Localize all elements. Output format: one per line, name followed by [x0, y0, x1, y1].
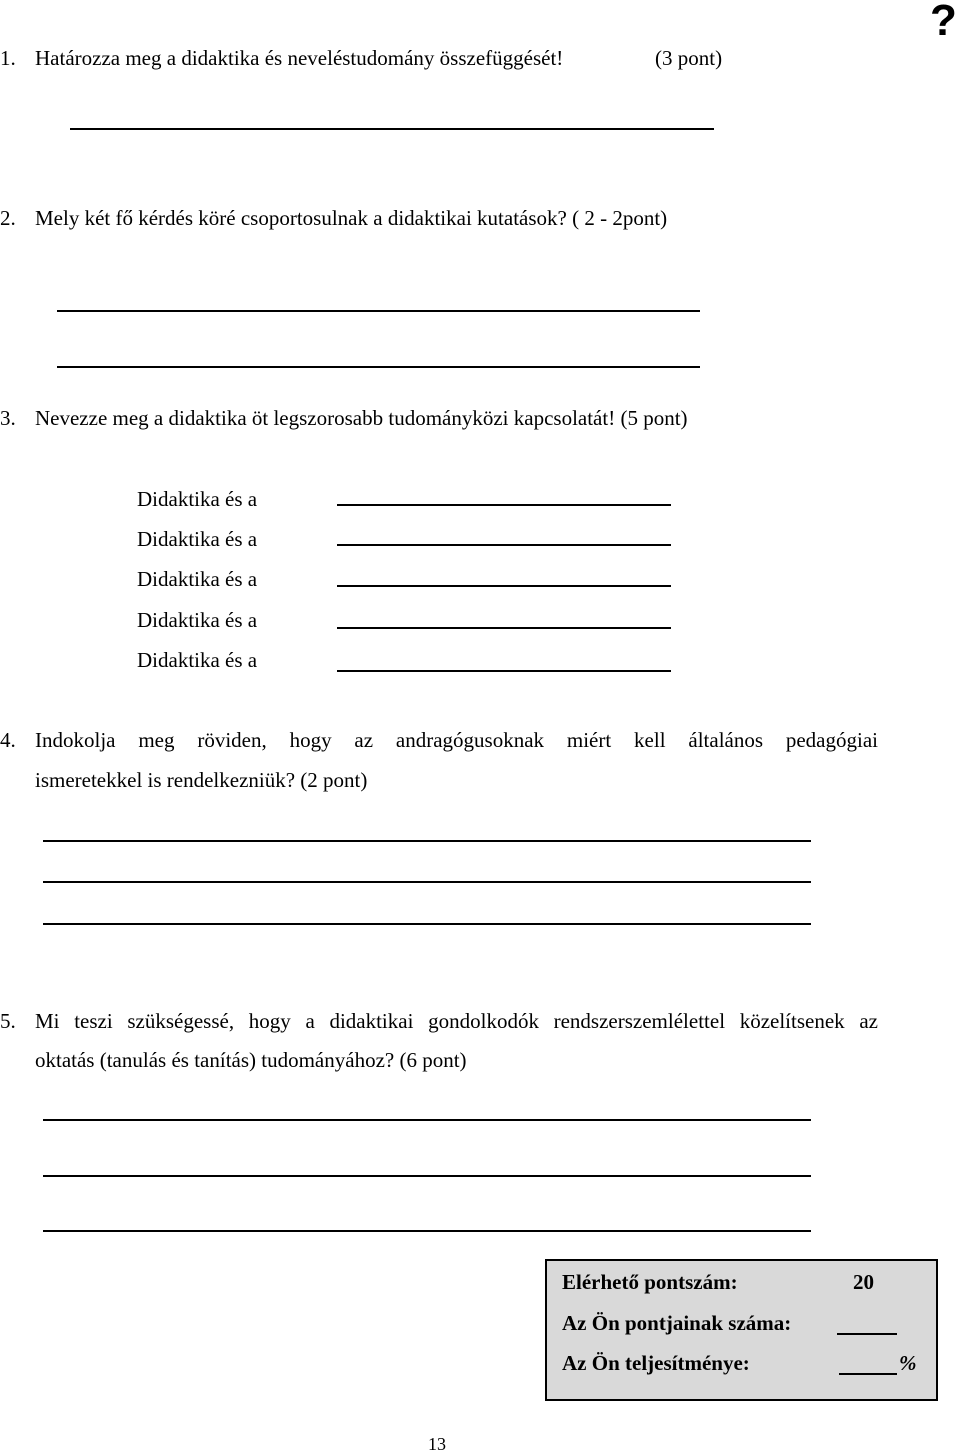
q4-answer-line-3[interactable]	[43, 923, 811, 925]
q3-item-answer-line[interactable]	[337, 627, 671, 629]
q3-item-label: Didaktika és a	[137, 608, 258, 632]
q1-answer-line[interactable]	[70, 128, 714, 130]
q2-text: Mely két fő kérdés köré csoportosulnak a didaktikai kutatások? ( 2 - 2pont)	[35, 206, 668, 230]
q5-number: 5.	[0, 1009, 16, 1033]
q2-answer-line-2[interactable]	[57, 366, 700, 368]
q5-answer-line-1[interactable]	[43, 1119, 811, 1121]
q3-item-label: Didaktika és a	[137, 487, 258, 511]
q2-number: 2.	[0, 206, 16, 230]
page-number: 13	[428, 1434, 446, 1454]
q1-points: (3 pont)	[655, 46, 723, 70]
question-mark-icon: ?	[930, 0, 957, 45]
q1-text: Határozza meg a didaktika és neveléstudomány összefüggését!	[35, 46, 564, 70]
q4-number: 4.	[0, 728, 16, 752]
q3-item-label: Didaktika és a	[137, 648, 258, 672]
max-points-label: Elérhető pontszám:	[562, 1270, 738, 1294]
q3-item-answer-line[interactable]	[337, 504, 671, 506]
q5-answer-line-2[interactable]	[43, 1175, 811, 1177]
q4-text-line-1: Indokolja meg röviden, hogy az andragógusoknak miért kell általános pedagógiai	[35, 728, 878, 752]
q4-answer-line-1[interactable]	[43, 840, 811, 842]
q3-item-label: Didaktika és a	[137, 567, 258, 591]
percent-sign: %	[899, 1351, 917, 1375]
own-points-label: Az Ön pontjainak száma:	[562, 1311, 792, 1335]
performance-label: Az Ön teljesítménye:	[562, 1351, 750, 1375]
q1-number: 1.	[0, 46, 16, 70]
q4-text-line-2: ismeretekkel is rendelkezniük? (2 pont)	[35, 768, 368, 792]
max-points-value: 20	[853, 1270, 874, 1294]
q4-answer-line-2[interactable]	[43, 881, 811, 883]
q3-item-answer-line[interactable]	[337, 544, 671, 546]
q2-answer-line-1[interactable]	[57, 310, 700, 312]
score-box	[545, 1259, 938, 1401]
q5-text-line-1: Mi teszi szükségessé, hogy a didaktikai gondolkodók rendszerszemlélettel közelítsenek az	[35, 1009, 878, 1033]
q3-item-label: Didaktika és a	[137, 527, 258, 551]
q5-answer-line-3[interactable]	[43, 1230, 811, 1232]
q3-item-answer-line[interactable]	[337, 670, 671, 672]
q3-number: 3.	[0, 406, 16, 430]
q3-item-answer-line[interactable]	[337, 585, 671, 587]
performance-blank[interactable]	[839, 1373, 897, 1375]
own-points-blank[interactable]	[837, 1333, 897, 1335]
q3-text: Nevezze meg a didaktika öt legszorosabb tudományközi kapcsolatát! (5 pont)	[35, 406, 688, 430]
q5-text-line-2: oktatás (tanulás és tanítás) tudományához? (6 pont)	[35, 1048, 467, 1072]
